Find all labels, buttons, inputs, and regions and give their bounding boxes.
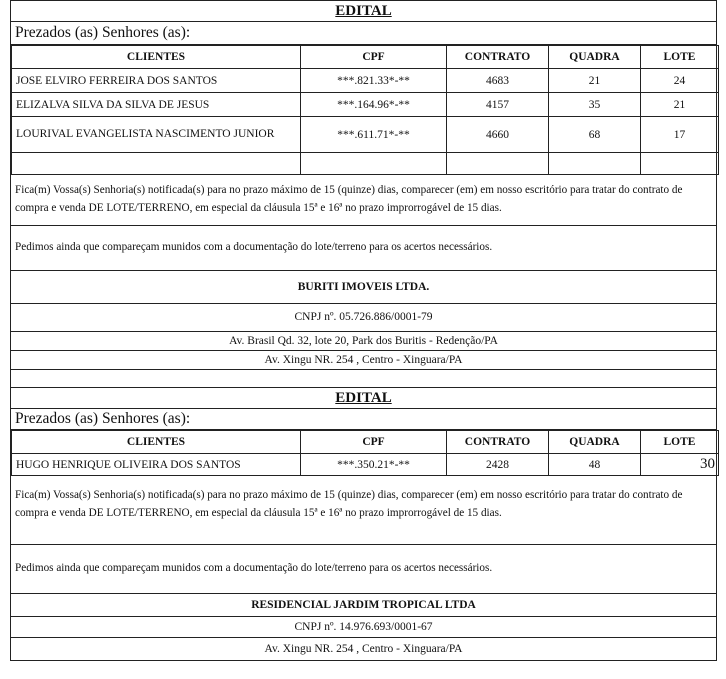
empty-cell [301, 153, 447, 175]
cell-cpf: ***.821.33*-** [301, 69, 447, 93]
table-row [12, 93, 719, 117]
section-gap [11, 370, 716, 388]
table-row [12, 69, 719, 93]
cell-lote: 30 [641, 454, 719, 476]
empty-cell [12, 153, 301, 175]
cell-quadra: 68 [549, 117, 641, 153]
cell-lote: 21 [641, 93, 719, 117]
header-quadra: QUADRA [549, 431, 641, 454]
header-cpf: CPF [301, 431, 447, 454]
edital-section-2 [10, 388, 717, 661]
header-contrato: CONTRATO [447, 46, 549, 69]
cell-contrato: 4157 [447, 93, 549, 117]
cell-quadra: 48 [549, 454, 641, 476]
header-lote: LOTE [641, 431, 719, 454]
header-clientes: CLIENTES [12, 46, 301, 69]
notice-paragraph: Fica(m) Vossa(s) Senhoria(s) notificada(s) para no prazo máximo de 15 (quinze) dias, comparecer (em) em nosso escritório para tratar do contrato de compra e venda DE LOTE/TERRENO, em especial da cláusula 15ª e 16ª no prazo improrrogável de 15 dias. [11, 476, 716, 545]
cell-cliente: LOURIVAL EVANGELISTA NASCIMENTO JUNIOR [12, 117, 301, 153]
greeting: Prezados (as) Senhores (as): [11, 409, 716, 430]
company-name: BURITI IMOVEIS LTDA. [11, 271, 716, 304]
greeting: Prezados (as) Senhores (as): [11, 22, 716, 45]
table-row [12, 117, 719, 153]
notice-paragraph: Fica(m) Vossa(s) Senhoria(s) notificada(s) para no prazo máximo de 15 (quinze) dias, comparecer (em) em nosso escritório para tratar do contrato de compra e venda DE LOTE/TERRENO, em especial da cláusula 15ª e 16ª no prazo improrrogável de 15 dias. [11, 175, 716, 226]
request-paragraph: Pedimos ainda que compareçam munidos com a documentação do lote/terreno para os acertos necessários. [11, 226, 716, 271]
table-header-row [12, 46, 719, 69]
cell-cpf: ***.164.96*-** [301, 93, 447, 117]
edital-section-1 [10, 0, 717, 388]
cell-contrato: 2428 [447, 454, 549, 476]
cell-cliente: HUGO HENRIQUE OLIVEIRA DOS SANTOS [12, 454, 301, 476]
document-page [10, 0, 717, 661]
table-header-row [12, 431, 719, 454]
empty-cell [549, 153, 641, 175]
cell-quadra: 35 [549, 93, 641, 117]
company-cnpj: CNPJ nº. 14.976.693/0001-67 [11, 617, 716, 638]
company-cnpj: CNPJ nº. 05.726.886/0001-79 [11, 304, 716, 332]
cell-cpf: ***.611.71*-** [301, 117, 447, 153]
header-contrato: CONTRATO [447, 431, 549, 454]
clients-table [11, 430, 719, 476]
header-cpf: CPF [301, 46, 447, 69]
cell-cpf: ***.350.21*-** [301, 454, 447, 476]
company-name: RESIDENCIAL JARDIM TROPICAL LTDA [11, 594, 716, 617]
company-address: Av. Xingu NR. 254 , Centro - Xinguara/PA [264, 643, 463, 655]
cell-lote: 24 [641, 69, 719, 93]
empty-cell [641, 153, 719, 175]
header-quadra: QUADRA [549, 46, 641, 69]
cell-contrato: 4683 [447, 69, 549, 93]
cell-quadra: 21 [549, 69, 641, 93]
company-address-2: Av. Xingu NR. 254 , Centro - Xinguara/PA [11, 351, 716, 370]
cell-cliente: JOSE ELVIRO FERREIRA DOS SANTOS [12, 69, 301, 93]
table-row-empty [12, 153, 719, 175]
company-address-1: Av. Brasil Qd. 32, lote 20, Park dos Buritis - Redenção/PA [11, 332, 716, 351]
empty-cell [447, 153, 549, 175]
table-row [12, 454, 719, 476]
header-lote: LOTE [641, 46, 719, 69]
cell-lote: 17 [641, 117, 719, 153]
cell-cliente: ELIZALVA SILVA DA SILVA DE JESUS [12, 93, 301, 117]
edital-title: EDITAL [11, 1, 716, 22]
cell-contrato: 4660 [447, 117, 549, 153]
header-clientes: CLIENTES [12, 431, 301, 454]
clients-table [11, 45, 719, 175]
edital-title: EDITAL [11, 388, 716, 409]
request-paragraph: Pedimos ainda que compareçam munidos com a documentação do lote/terreno para os acertos necessários. [11, 545, 716, 594]
